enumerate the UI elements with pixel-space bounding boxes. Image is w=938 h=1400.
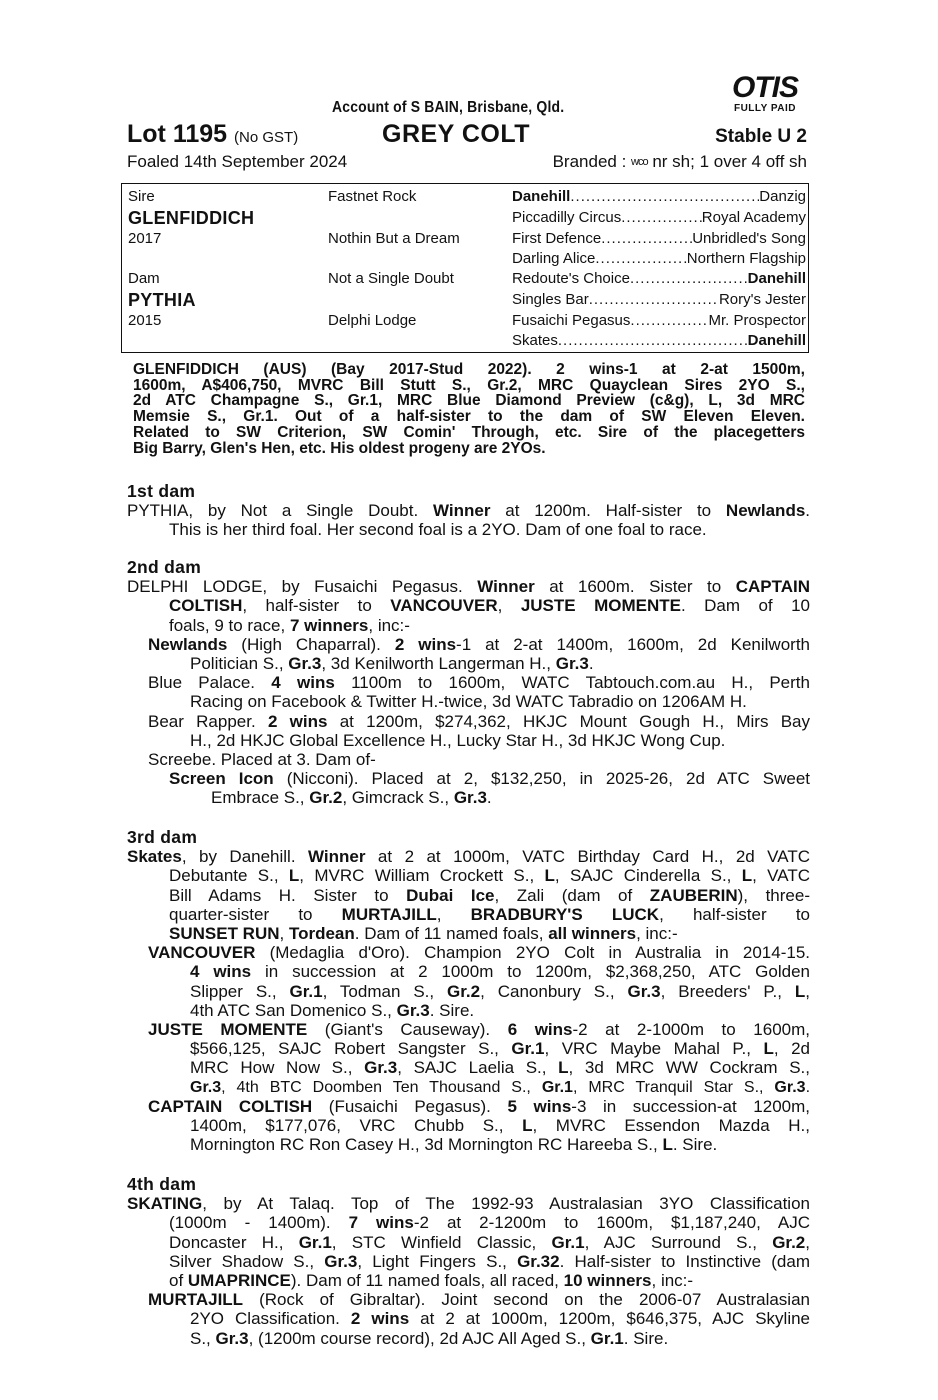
- sire-name: GLENFIDDICH: [128, 208, 255, 228]
- sire-label: Sire: [128, 188, 155, 205]
- ancestor-name: Fusaichi Pegasus: [512, 312, 631, 329]
- progeny-entry: 4th ATC San Domenico S., Gr.3. Sire.: [190, 1000, 475, 1020]
- ancestor-sire: Danehill: [747, 270, 806, 287]
- dam-text: PYTHIA, by Not a Single Doubt. Winner at 1200m. Half-sister to Newlands.: [127, 501, 811, 521]
- progeny-entry: Racing on Facebook & Twitter H.-twice, 3d WATC Tabradio on 1206AM H.: [190, 692, 747, 712]
- ancestor-sire: Danzig: [759, 188, 806, 205]
- progeny-entry: Slipper S., Gr.1, Todman S., Gr.2, Canonbury S., Gr.3, Breeders' P., L,: [190, 981, 810, 1001]
- dam-text: SUNSET RUN, Tordean. Dam of 11 named foals, all winners, inc:-: [169, 924, 678, 944]
- progeny-entry: Bear Rapper. 2 wins at 1200m, $274,362, HKJC Mount Gough H., Mirs Bay: [148, 711, 810, 731]
- progeny-entry: $566,125, SAJC Robert Sangster S., Gr.1, VRC Maybe Mahal P., L, 2d: [190, 1039, 810, 1059]
- section-heading: 1st dam: [127, 481, 196, 501]
- lot-gst: (No GST): [234, 129, 299, 146]
- fourth-dam-section: [127, 1175, 810, 1348]
- ancestor-row: [512, 249, 806, 269]
- logo-subtext: FULLY PAID: [733, 103, 797, 114]
- dam-year: 2015: [128, 312, 162, 329]
- granddam-maternal: Delphi Lodge: [328, 312, 417, 329]
- sire-summary-line: Big Barry, Glen's Hen, etc. His oldest progeny are 2YOs.: [133, 439, 546, 457]
- progeny-entry: H., 2d HKJC Global Excellence H., Lucky Star H., 3d HKJC Wong Cup.: [190, 730, 726, 750]
- section-heading: 4th dam: [127, 1174, 197, 1194]
- dam-text: SKATING, by At Talaq. Top of The 1992-93 Australasian 3YO Classification: [127, 1194, 810, 1214]
- section-heading: 2nd dam: [127, 557, 202, 577]
- ancestor-row: [512, 187, 806, 207]
- ancestor-row: [512, 331, 806, 351]
- progeny-entry: 1400m, $177,076, VRC Chubb S., L, MVRC Essendon Mazda H.,: [190, 1116, 810, 1136]
- dam-text: quarter-sister to MURTAJILL, BRADBURY'S LUCK, half-sister to: [169, 904, 810, 924]
- progeny-entry: JUSTE MOMENTE (Giant's Causeway). 6 wins-2 at 2-1000m to 1600m,: [148, 1020, 810, 1040]
- grandsire-paternal: Fastnet Rock: [328, 188, 417, 205]
- ancestor-sire: Mr. Prospector: [708, 312, 806, 329]
- dam-text: DELPHI LODGE, by Fusaichi Pegasus. Winner at 1600m. Sister to CAPTAIN: [127, 577, 810, 597]
- sire-summary-line: 2d ATC Champagne S., Gr.1, MRC Blue Diamond Preview (c&g), L, 3d MRC: [133, 392, 805, 410]
- ancestor-name: First Defence: [512, 230, 602, 247]
- progeny-entry: Screen Icon (Nicconi). Placed at 2, $132,250, in 2025-26, 2d ATC Sweet: [169, 769, 811, 789]
- brand-description: [553, 152, 807, 172]
- dam-text: (1000m - 1400m). 7 wins-2 at 2-1200m to 1600m, $1,187,240, AJC: [169, 1213, 811, 1233]
- dam-text: Doncaster H., Gr.1, STC Winfield Classic, Gr.1, AJC Surround S., Gr.2,: [169, 1232, 811, 1252]
- progeny-entry: Blue Palace. 4 wins 1100m to 1600m, WATC Tabtouch.com.au H., Perth: [148, 673, 810, 693]
- otis-logo: [720, 71, 810, 114]
- sire-summary-line: Related to SW Criterion, SW Comin' Through, etc. Sire of the placegetters: [133, 423, 805, 441]
- ancestor-sire: Northern Flagship: [686, 250, 806, 267]
- ancestor-row: [512, 290, 806, 310]
- stable-label: Stable U 2: [715, 126, 807, 147]
- branded-detail: nr sh; 1 over 4 off sh: [647, 152, 807, 171]
- ancestor-name: Singles Bar: [512, 291, 589, 308]
- ancestor-name: Piccadilly Circus: [512, 209, 622, 226]
- branded-label: Branded :: [552, 152, 632, 171]
- progeny-entry: 2YO Classification. 2 wins at 2 at 1000m, 1200m, $646,375, AJC Skyline: [190, 1309, 811, 1329]
- lot-label: Lot 1195: [127, 120, 228, 148]
- ancestor-sire: Royal Academy: [701, 209, 806, 226]
- ancestor-row: [512, 208, 806, 228]
- progeny-entry: S., Gr.3, (1200m course record), 2d AJC All Aged S., Gr.1. Sire.: [190, 1328, 669, 1348]
- dam-text: of UMAPRINCE). Dam of 11 named foals, all raced, 10 winners, inc:-: [169, 1271, 694, 1291]
- progeny-entry: Politician S., Gr.3, 3d Kenilworth Langerman H., Gr.3.: [190, 654, 594, 674]
- dam-name: PYTHIA: [128, 290, 196, 310]
- progeny-entry: CAPTAIN COLTISH (Fusaichi Pegasus). 5 wins-3 in succession-at 1200m,: [148, 1096, 810, 1116]
- ancestor-row: [512, 269, 806, 289]
- dam-text: Silver Shadow S., Gr.3, Light Fingers S., Gr.32. Half-sister to Instinctive (dam: [169, 1251, 811, 1271]
- dam-text: This is her third foal. Her second foal is a 2YO. Dam of one foal to race.: [169, 520, 707, 540]
- ancestor-name: Danehill: [512, 188, 571, 205]
- ancestor-sire: Danehill: [747, 332, 806, 349]
- ancestor-row: [512, 229, 806, 249]
- progeny-entry: Gr.3, 4th BTC Doomben Ten Thousand S., Gr.1, MRC Tranquil Star S., Gr.3.: [190, 1078, 811, 1096]
- ancestor-sire: Unbridled's Song: [692, 230, 806, 247]
- ancestor-name: Darling Alice: [512, 250, 596, 267]
- progeny-entry: Screebe. Placed at 3. Dam of-: [148, 750, 376, 770]
- sire-summary-line: GLENFIDDICH (AUS) (Bay 2017-Stud 2022). 2 wins-1 at 2-at 1500m,: [133, 361, 805, 378]
- granddam-paternal: Nothin But a Dream: [328, 230, 460, 247]
- first-dam-section: [127, 482, 810, 540]
- vendor-account: Account of S BAIN, Brisbane, Qld.: [332, 99, 565, 116]
- progeny-entry: 4 wins in succession at 2 1000m to 1200m, $2,368,250, ATC Golden: [190, 962, 810, 982]
- logo-text: OTIS: [731, 71, 798, 104]
- third-dam-section: [127, 828, 810, 1154]
- dam-text: Bill Adams H. Sister to Dubai Ice, Zali (dam of ZAUBERIN), three-: [169, 885, 810, 905]
- dam-text: foals, 9 to race, 7 winners, inc:-: [169, 615, 410, 635]
- ancestor-row: [512, 311, 806, 331]
- foaled-date: Foaled 14th September 2024: [127, 152, 348, 171]
- dam-text: Debutante S., L, MVRC William Crockett S., L, SAJC Cinderella S., L, VATC: [169, 866, 810, 886]
- grandsire-maternal: Not a Single Doubt: [328, 270, 454, 287]
- sire-summary-line: 1600m, A$406,750, MVRC Bill Stutt S., Gr.2, MRC Quayclean Sires 2YO S.,: [133, 376, 805, 394]
- pedigree-table: [121, 183, 809, 353]
- dam-text: COLTISH, half-sister to VANCOUVER, JUSTE MOMENTE. Dam of 10: [169, 596, 810, 616]
- brand-mark-icon: wco: [631, 156, 648, 168]
- sire-summary-line: Memsie S., Gr.1. Out of a half-sister to the dam of SW Eleven Eleven.: [133, 408, 805, 426]
- ancestor-sire: Rory's Jester: [718, 291, 806, 308]
- dam-text: Skates, by Danehill. Winner at 2 at 1000m, VATC Birthday Card H., 2d VATC: [127, 847, 810, 867]
- second-dam-section: [127, 558, 810, 808]
- progeny-entry: Mornington RC Ron Casey H., 3d Mornington RC Hareeba S., L. Sire.: [190, 1135, 718, 1155]
- progeny-entry: MRC How Now S., Gr.3, SAJC Laelia S., L, 3d MRC WW Cockram S.,: [190, 1058, 810, 1078]
- dam-label: Dam: [128, 270, 160, 287]
- section-heading: 3rd dam: [127, 827, 198, 847]
- sire-summary: [133, 362, 805, 456]
- page-title: GREY COLT: [382, 120, 531, 148]
- progeny-entry: Newlands (High Chaparral). 2 wins-1 at 2-at 1400m, 1600m, 2d Kenilworth: [148, 634, 810, 654]
- ancestor-name: Redoute's Choice: [512, 270, 630, 287]
- progeny-entry: Embrace S., Gr.2, Gimcrack S., Gr.3.: [211, 788, 492, 808]
- sire-year: 2017: [128, 230, 162, 247]
- progeny-entry: MURTAJILL (Rock of Gibraltar). Joint second on the 2006-07 Australasian: [148, 1290, 810, 1310]
- lot-number: [127, 120, 298, 149]
- progeny-entry: VANCOUVER (Medaglia d'Oro). Champion 2YO Colt in Australia in 2014-15.: [148, 943, 810, 963]
- ancestor-name: Skates: [512, 332, 558, 349]
